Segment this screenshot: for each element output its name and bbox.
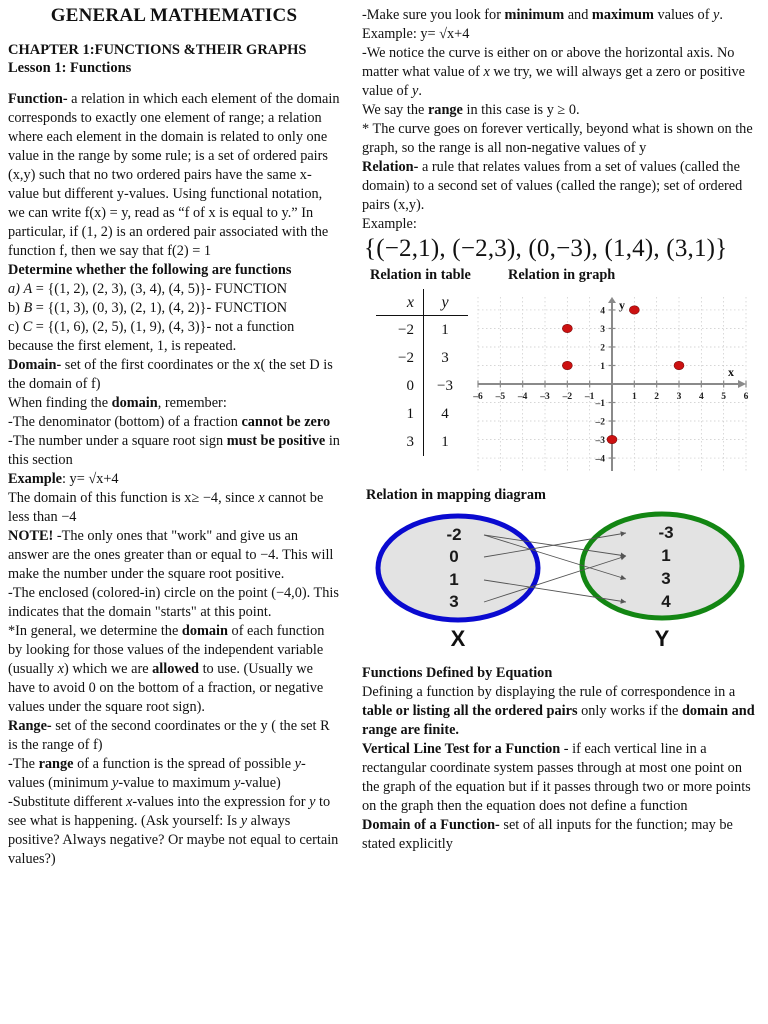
- svg-text:–3: –3: [595, 436, 605, 447]
- fde-heading: [362, 664, 760, 683]
- table-header-x: x: [376, 289, 424, 316]
- domfunc-heading: Domain of a Function-: [362, 817, 500, 833]
- range-definition: [8, 717, 340, 755]
- minmax-note: [362, 6, 760, 25]
- range-spread-note: [8, 755, 340, 793]
- minmax-max: maximum: [591, 7, 654, 23]
- domain-rule-2: [8, 432, 340, 470]
- svg-text:–6: –6: [473, 392, 483, 402]
- general-domain-bold: domain: [181, 622, 228, 639]
- example-b-body: = {(1, 3), (0, 3), (2, 1), (4, 2)}- FUNCTION: [32, 299, 288, 316]
- table-header-row: [376, 289, 468, 316]
- minmax-b: and: [564, 7, 592, 23]
- substitute-c: to see what is happening. (Ask yourself: Is: [8, 793, 331, 829]
- example-c-body: = {(1, 6), (2, 5), (1, 9), (4, 3)}- not a function because the first element, 1, is repeated.: [8, 318, 295, 354]
- table-cell-x: −2: [376, 316, 424, 344]
- range-label: Range-: [8, 717, 52, 734]
- example-b-name: B: [23, 299, 33, 316]
- example-a-letter: a): [8, 280, 20, 297]
- example-a-name: A: [23, 280, 33, 297]
- svg-text:2: 2: [600, 343, 605, 354]
- svg-text:3: 3: [449, 592, 459, 611]
- minmax-min: minimum: [504, 7, 565, 23]
- range-spread-y1: y: [294, 755, 302, 772]
- note-block: [8, 527, 340, 584]
- range-spread-c: -values (minimum: [8, 755, 306, 791]
- domain-example-explain-x: x: [258, 489, 265, 506]
- svg-text:4: 4: [661, 592, 671, 611]
- domain-example-explain-b: cannot be less than −4: [8, 489, 324, 525]
- table-cell-y: 4: [441, 405, 449, 422]
- table-cell-y: −3: [437, 377, 453, 394]
- svg-text:0: 0: [449, 547, 459, 566]
- example-c: [8, 318, 340, 356]
- svg-text:–1: –1: [595, 399, 605, 410]
- svg-text:1: 1: [600, 361, 605, 372]
- set-notation: {(−2,1), (−2,3), (0,−3), (1,4), (3,1)}: [364, 235, 728, 262]
- function-definition: [8, 90, 340, 261]
- when-finding-pre: When finding the: [8, 394, 112, 411]
- relation-subheadings: [362, 267, 760, 287]
- domfunc-body: set of all inputs for the function; may be stated explicitly: [362, 817, 733, 852]
- right-example-line: Example: y= √x+4: [362, 26, 470, 42]
- substitute-note: [8, 793, 340, 869]
- curve-note-x: x: [483, 64, 490, 80]
- range-spread-y3: y: [233, 774, 241, 791]
- table-cell-x: 3: [376, 428, 424, 456]
- table-cell-x: −2: [376, 344, 424, 372]
- svg-text:X: X: [450, 626, 466, 651]
- curve-note-b: we try, we will always get a zero or positive value of: [362, 64, 745, 99]
- substitute-x: x: [126, 793, 133, 810]
- table-row: [376, 400, 468, 428]
- curve-note-y: y: [412, 83, 419, 99]
- svg-text:3: 3: [600, 324, 605, 335]
- note-body: -The only ones that "work" and give us an answer are the ones greater than or equal to −4. This will make the number under the square root positive.: [8, 527, 334, 582]
- domain-example: [8, 470, 340, 489]
- fde-bold2: domain and range are finite.: [362, 703, 755, 738]
- when-finding-domain: [8, 394, 340, 413]
- general-domain-note: [8, 622, 340, 717]
- example-a-body: = {(1, 2), (2, 3), (3, 4), (4, 5)}- FUNCTION: [32, 280, 288, 297]
- relation-table: [376, 289, 468, 456]
- vertical-line-test: [362, 740, 760, 816]
- svg-text:Y: Y: [654, 626, 670, 651]
- svg-text:1: 1: [631, 392, 637, 402]
- curve-note: [362, 44, 760, 101]
- svg-text:4: 4: [600, 306, 605, 317]
- domain-example-explain-a: The domain of this function is x≥ −4, since: [8, 489, 259, 506]
- general-c: ) which we are: [64, 660, 153, 677]
- svg-text:-3: -3: [658, 523, 674, 542]
- we-say-a: We say the: [362, 102, 428, 118]
- domain-example-body: : y= √x+4: [62, 470, 119, 487]
- range-spread-a: -The: [8, 755, 39, 772]
- table-row: [376, 372, 468, 400]
- determine-heading-text: Determine whether the following are functions: [8, 261, 292, 278]
- domain-definition: [8, 356, 340, 394]
- relation-in-table-heading: Relation in table: [370, 267, 471, 283]
- function-definition-label: Function-: [8, 90, 68, 107]
- svg-text:–4: –4: [595, 454, 605, 465]
- lesson-heading: Lesson 1: Functions: [8, 60, 132, 77]
- svg-text:–2: –2: [562, 392, 573, 402]
- table-cell-x: 0: [376, 372, 424, 400]
- relation-example-word: Example:: [362, 216, 417, 232]
- domain-of-a-function: [362, 816, 760, 854]
- domain-rule-1: [8, 413, 340, 432]
- table-cell-y: 3: [441, 349, 449, 366]
- fde-a: Defining a function by displaying the rule of correspondence in a: [362, 684, 736, 700]
- substitute-a: -Substitute different: [8, 793, 127, 810]
- example-c-name: C: [22, 318, 33, 335]
- svg-text:y: y: [619, 298, 625, 312]
- enclosed-circle-note: -The enclosed (colored-in) circle on the point (−4,0). This indicates that the domain "starts" at this point.: [8, 584, 339, 620]
- substitute-b: -values into the expression for: [132, 793, 310, 810]
- note-label: NOTE!: [8, 527, 54, 544]
- domain-rule-1-bold: cannot be zero: [241, 413, 331, 430]
- we-say-bold: range: [427, 102, 463, 118]
- svg-text:2: 2: [654, 392, 660, 402]
- substitute-y: y: [309, 793, 316, 810]
- mapping-diagram: [370, 506, 750, 654]
- domain-rule-2-post: in this section: [8, 432, 340, 468]
- svg-text:4: 4: [698, 392, 704, 402]
- minmax-y: y: [713, 7, 720, 23]
- table-cell-y: 1: [441, 433, 449, 450]
- range-spread-e: -value): [240, 774, 281, 791]
- svg-text:–5: –5: [495, 392, 506, 402]
- relation-body: a rule that relates values from a set of values (called the domain) to a second set of values (called the range); set of ordered pairs (x,y).: [362, 159, 743, 213]
- fde-bold1: table or listing all the ordered pairs: [362, 703, 578, 719]
- general-d: to use. (Usually we have to avoid 0 on the bottom of a fraction, or negative values under the square root sign).: [8, 660, 324, 715]
- table-and-graph-row: [362, 287, 760, 485]
- when-finding-post: , remember:: [157, 394, 227, 411]
- domain-body: set of the first coordinates or the x( the set D is the domain of f): [8, 356, 333, 392]
- svg-text:–1: –1: [584, 392, 595, 402]
- svg-text:1: 1: [449, 570, 459, 589]
- svg-text:-2: -2: [446, 525, 462, 544]
- svg-text:3: 3: [676, 392, 682, 402]
- domain-example-explain: [8, 489, 340, 527]
- relation-label: Relation-: [362, 159, 419, 175]
- substitute-y2: y: [240, 812, 248, 829]
- table-header-y: y: [441, 294, 449, 311]
- chapter-heading: CHAPTER 1:FUNCTIONS &THEIR GRAPHS: [8, 41, 307, 58]
- domain-rule-1-pre: -The denominator (bottom) of a fraction: [8, 413, 242, 430]
- domain-label: Domain-: [8, 356, 62, 373]
- mapping-diagram-svg: [370, 506, 750, 654]
- relation-definition: [362, 158, 760, 215]
- curve-forever-note: * The curve goes on forever vertically, beyond what is shown on the graph, so the range is all non-negative values of y: [362, 121, 753, 156]
- vlt-heading: Vertical Line Test for a Function: [362, 741, 561, 757]
- curve-note-a: -We notice the curve is either on or above the horizontal axis. No matter what value of: [362, 45, 735, 80]
- range-spread-y2: y: [112, 774, 119, 791]
- example-c-letter: c): [8, 318, 20, 335]
- domain-rule-2-pre: -The number under a square root sign: [8, 432, 227, 449]
- table-row: [376, 344, 468, 372]
- svg-text:–3: –3: [540, 392, 550, 402]
- svg-text:x: x: [728, 365, 734, 379]
- minmax-d: .: [719, 7, 723, 23]
- scatter-plot-svg: [470, 287, 754, 483]
- fde-body: [362, 683, 760, 740]
- svg-text:5: 5: [721, 392, 727, 402]
- svg-text:–2: –2: [595, 417, 605, 428]
- after-mapping-section: [362, 664, 760, 854]
- svg-text:6: 6: [743, 392, 749, 402]
- svg-text:3: 3: [661, 569, 671, 588]
- function-definition-body: a relation in which each element of the domain corresponds to exactly one element of range; a relation where each element in the domain is related to only one value in the range by some rule; is a set of ordered pairs (x,y) such that no two ordered pairs have the same x-value but different y-values. Using functional notation, we can write f(x) = y, read as “f of x is equal to y.” In particular, if (1, 2) is an ordered pair associated with the function f, then we say that f(2) = 1: [8, 90, 340, 259]
- fde-heading-text: Functions Defined by Equation: [362, 665, 553, 681]
- general-allowed-bold: allowed: [152, 660, 199, 677]
- general-b: of each function by looking for those values of the independent variable (usually: [8, 622, 325, 677]
- relation-in-mapping-heading: Relation in mapping diagram: [366, 487, 546, 503]
- determine-heading: [8, 261, 340, 280]
- svg-text:1: 1: [661, 546, 671, 565]
- vlt-body: - if each vertical line in a rectangular coordinate system passes through at most one point on the graph of the equation but if it passes through two or more points on the graph then the equation does not define a function: [362, 741, 751, 814]
- general-x: x: [57, 660, 64, 677]
- svg-text:–4: –4: [517, 392, 528, 402]
- domain-example-label: Example: [8, 470, 63, 487]
- we-say-range: [362, 101, 760, 120]
- substitute-d: always positive? Always negative? Or maybe not equal to certain values?): [8, 812, 339, 867]
- fde-b: only works if the: [577, 703, 682, 719]
- curve-note-c: .: [418, 83, 422, 99]
- table-row: [376, 428, 468, 456]
- table-cell-x: 1: [376, 400, 424, 428]
- range-spread-d: -value to maximum: [118, 774, 234, 791]
- example-a: [8, 280, 340, 299]
- we-say-b: in this case is y ≥ 0.: [462, 102, 580, 118]
- scatter-plot: [470, 287, 754, 483]
- right-column: [362, 6, 760, 854]
- table-cell-y: 1: [441, 321, 449, 338]
- range-body: set of the second coordinates or the y ( the set R is the range of f): [8, 717, 330, 753]
- when-finding-bold: domain: [111, 394, 158, 411]
- left-column: [8, 6, 340, 869]
- page-title: GENERAL MATHEMATICS: [50, 5, 298, 26]
- relation-in-graph-heading: Relation in graph: [508, 267, 616, 283]
- domain-rule-2-bold: must be positive: [226, 432, 326, 449]
- range-spread-b: of a function is the spread of possible: [73, 755, 295, 772]
- minmax-a: -Make sure you look for: [362, 7, 505, 23]
- table-row: [376, 316, 468, 344]
- general-a: *In general, we determine the: [8, 622, 182, 639]
- range-spread-bold: range: [38, 755, 74, 772]
- minmax-c: values of: [653, 7, 714, 23]
- example-b-letter: b): [8, 299, 20, 316]
- example-b: [8, 299, 340, 318]
